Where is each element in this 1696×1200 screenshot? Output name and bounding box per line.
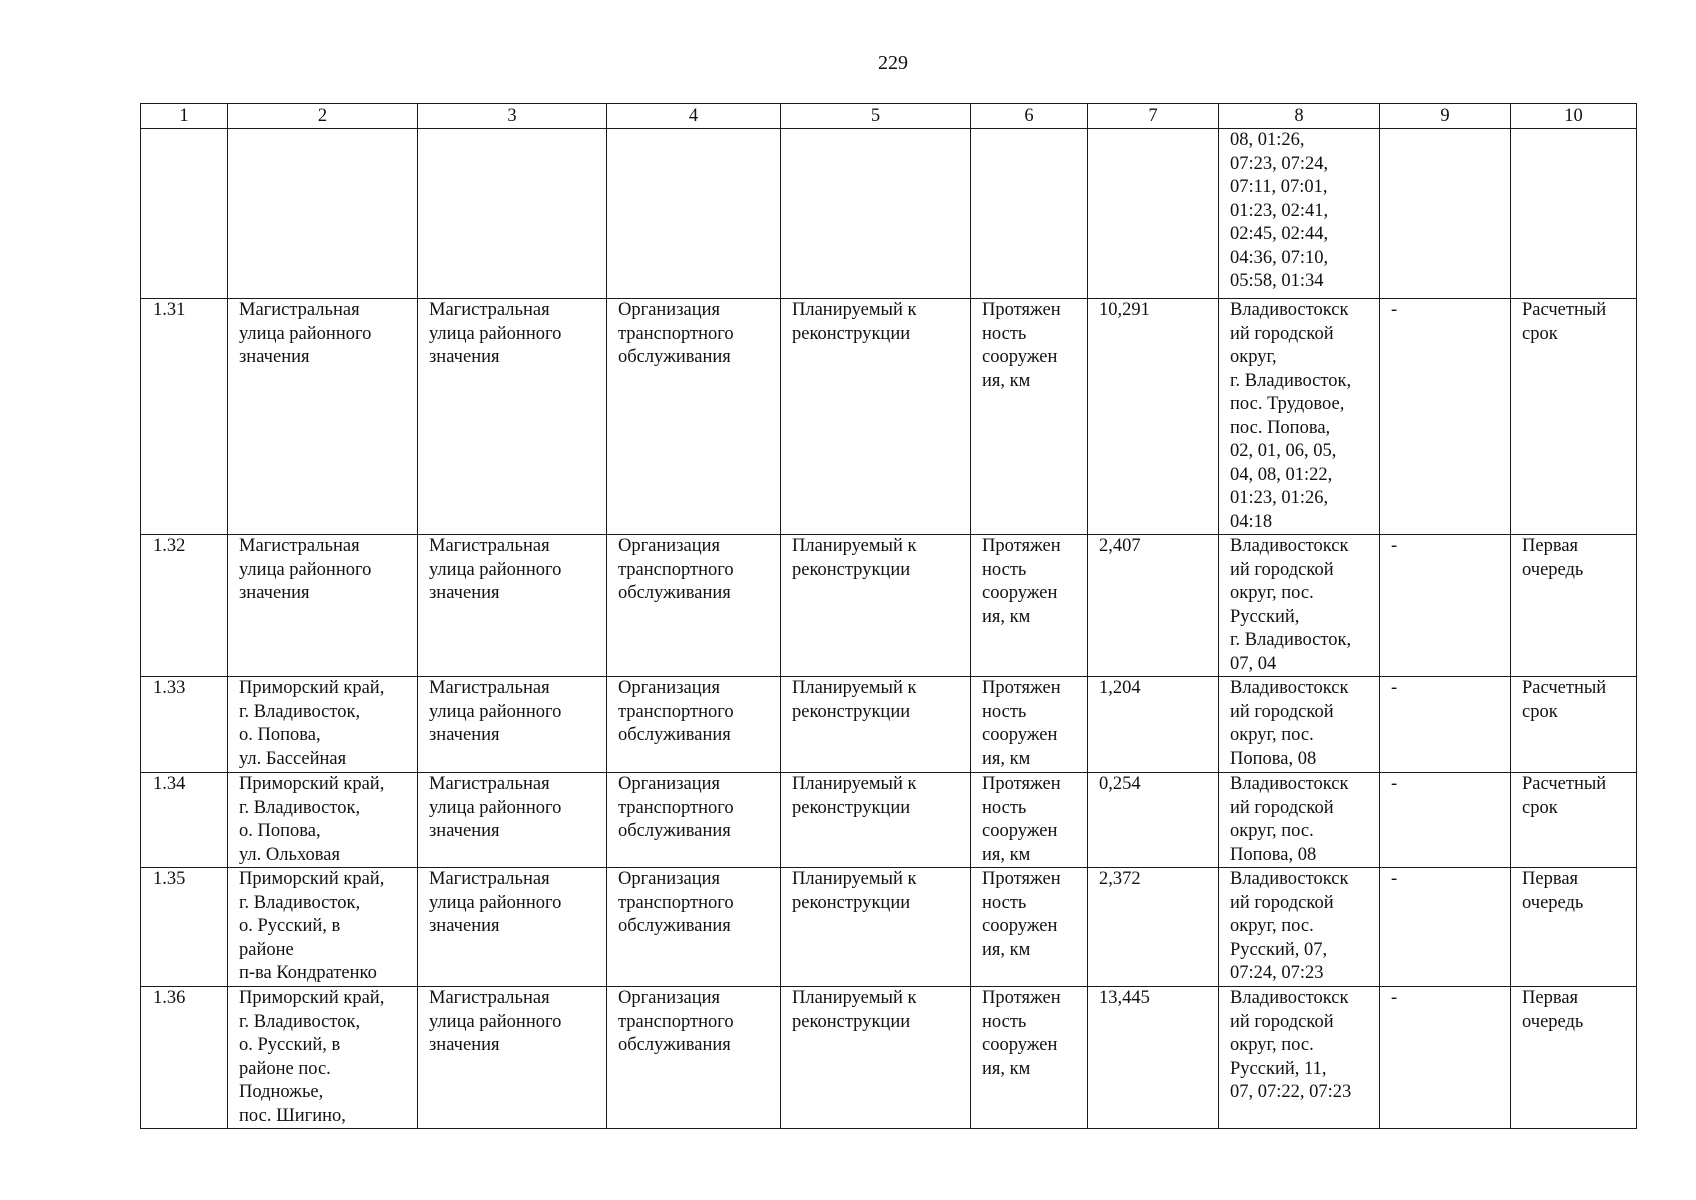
table-cell xyxy=(971,129,1088,299)
table-cell: 0,254 xyxy=(1088,773,1219,868)
column-header: 8 xyxy=(1219,104,1380,129)
table-cell: Расчетный срок xyxy=(1511,299,1637,535)
table-cell: Магистральная улица районного значения xyxy=(228,299,418,535)
table-cell: 10,291 xyxy=(1088,299,1219,535)
table-cell: 2,407 xyxy=(1088,535,1219,677)
table-cell: Магистральная улица районного значения xyxy=(418,535,607,677)
table-cell: Первая очередь xyxy=(1511,987,1637,1129)
table-cell: Приморский край, г. Владивосток, о. Русский, в районе п-ва Кондратенко xyxy=(228,868,418,987)
table-cell: Организация транспортного обслуживания xyxy=(607,987,781,1129)
column-header: 2 xyxy=(228,104,418,129)
table-cell: Владивостокск ий городской округ, пос. Попова, 08 xyxy=(1219,773,1380,868)
table-cell: 1.34 xyxy=(141,773,228,868)
table-cell: 1.32 xyxy=(141,535,228,677)
column-header: 1 xyxy=(141,104,228,129)
table-cell: Владивостокск ий городской округ, пос. Попова, 08 xyxy=(1219,677,1380,773)
table-cell: Первая очередь xyxy=(1511,535,1637,677)
table-cell: - xyxy=(1380,677,1511,773)
table-cell: Первая очередь xyxy=(1511,868,1637,987)
table-cell: 1,204 xyxy=(1088,677,1219,773)
table-cell: Протяжен ность сооружен ия, км xyxy=(971,535,1088,677)
table-cell: - xyxy=(1380,868,1511,987)
table-row xyxy=(141,773,1637,868)
table-cell xyxy=(141,129,228,299)
table-cell: Приморский край, г. Владивосток, о. Попова, ул. Бассейная xyxy=(228,677,418,773)
table-cell: Магистральная улица районного значения xyxy=(418,677,607,773)
table-cell: Расчетный срок xyxy=(1511,677,1637,773)
column-header: 9 xyxy=(1380,104,1511,129)
table-row xyxy=(141,987,1637,1129)
table-cell: Магистральная улица районного значения xyxy=(418,868,607,987)
table-cell: Протяжен ность сооружен ия, км xyxy=(971,868,1088,987)
table-cell: Протяжен ность сооружен ия, км xyxy=(971,677,1088,773)
table-row xyxy=(141,299,1637,535)
table-cell xyxy=(781,129,971,299)
table-row xyxy=(141,868,1637,987)
table-cell: Владивостокск ий городской округ, г. Владивосток, пос. Трудовое, пос. Попова, 02, 01, 06, 05, 04, 08, 01:22, 01:23, 01:26, 04:18 xyxy=(1219,299,1380,535)
table-cell: 13,445 xyxy=(1088,987,1219,1129)
table-cell xyxy=(1380,129,1511,299)
table-cell xyxy=(228,129,418,299)
table-cell: - xyxy=(1380,299,1511,535)
table-cell: Магистральная улица районного значения xyxy=(228,535,418,677)
table-cell: 1.33 xyxy=(141,677,228,773)
table-cell: 1.35 xyxy=(141,868,228,987)
table-cell: Приморский край, г. Владивосток, о. Попова, ул. Ольховая xyxy=(228,773,418,868)
table-cell: - xyxy=(1380,773,1511,868)
table-cell: Планируемый к реконструкции xyxy=(781,868,971,987)
column-header: 10 xyxy=(1511,104,1637,129)
table-row xyxy=(141,535,1637,677)
table-cell: Планируемый к реконструкции xyxy=(781,987,971,1129)
table-cell: Протяжен ность сооружен ия, км xyxy=(971,773,1088,868)
table-cell: Приморский край, г. Владивосток, о. Русский, в районе пос. Подножье, пос. Шигино, xyxy=(228,987,418,1129)
table-cell: - xyxy=(1380,987,1511,1129)
table-cell: Планируемый к реконструкции xyxy=(781,535,971,677)
column-header: 5 xyxy=(781,104,971,129)
table-cell: Организация транспортного обслуживания xyxy=(607,773,781,868)
table-cell xyxy=(1088,129,1219,299)
table-row xyxy=(141,129,1637,299)
table-cell: Протяжен ность сооружен ия, км xyxy=(971,299,1088,535)
table-cell: Магистральная улица районного значения xyxy=(418,299,607,535)
table-cell: Планируемый к реконструкции xyxy=(781,299,971,535)
table-cell: Владивостокск ий городской округ, пос. Русский, 11, 07, 07:22, 07:23 xyxy=(1219,987,1380,1129)
column-header: 3 xyxy=(418,104,607,129)
table-cell: Планируемый к реконструкции xyxy=(781,773,971,868)
table-cell: 08, 01:26, 07:23, 07:24, 07:11, 07:01, 01:23, 02:41, 02:45, 02:44, 04:36, 07:10, 05:58, 01:34 xyxy=(1219,129,1380,299)
table-cell: Магистральная улица районного значения xyxy=(418,987,607,1129)
table-cell: 1.36 xyxy=(141,987,228,1129)
column-number-row xyxy=(141,104,1637,129)
table-cell: Владивостокск ий городской округ, пос. Русский, 07, 07:24, 07:23 xyxy=(1219,868,1380,987)
column-header: 7 xyxy=(1088,104,1219,129)
table-cell xyxy=(1511,129,1637,299)
table-cell: Владивостокск ий городской округ, пос. Русский, г. Владивосток, 07, 04 xyxy=(1219,535,1380,677)
table-cell: Расчетный срок xyxy=(1511,773,1637,868)
page-number: 229 xyxy=(878,52,908,74)
planning-table xyxy=(140,103,1637,1129)
table-cell xyxy=(607,129,781,299)
table-cell xyxy=(418,129,607,299)
table-cell: Организация транспортного обслуживания xyxy=(607,299,781,535)
table-cell: Организация транспортного обслуживания xyxy=(607,535,781,677)
column-header: 6 xyxy=(971,104,1088,129)
table-cell: Магистральная улица районного значения xyxy=(418,773,607,868)
table-cell: Протяжен ность сооружен ия, км xyxy=(971,987,1088,1129)
table-cell: Планируемый к реконструкции xyxy=(781,677,971,773)
table-row xyxy=(141,677,1637,773)
table-cell: Организация транспортного обслуживания xyxy=(607,868,781,987)
table-cell: - xyxy=(1380,535,1511,677)
column-header: 4 xyxy=(607,104,781,129)
table-cell: 2,372 xyxy=(1088,868,1219,987)
table-cell: 1.31 xyxy=(141,299,228,535)
table-cell: Организация транспортного обслуживания xyxy=(607,677,781,773)
